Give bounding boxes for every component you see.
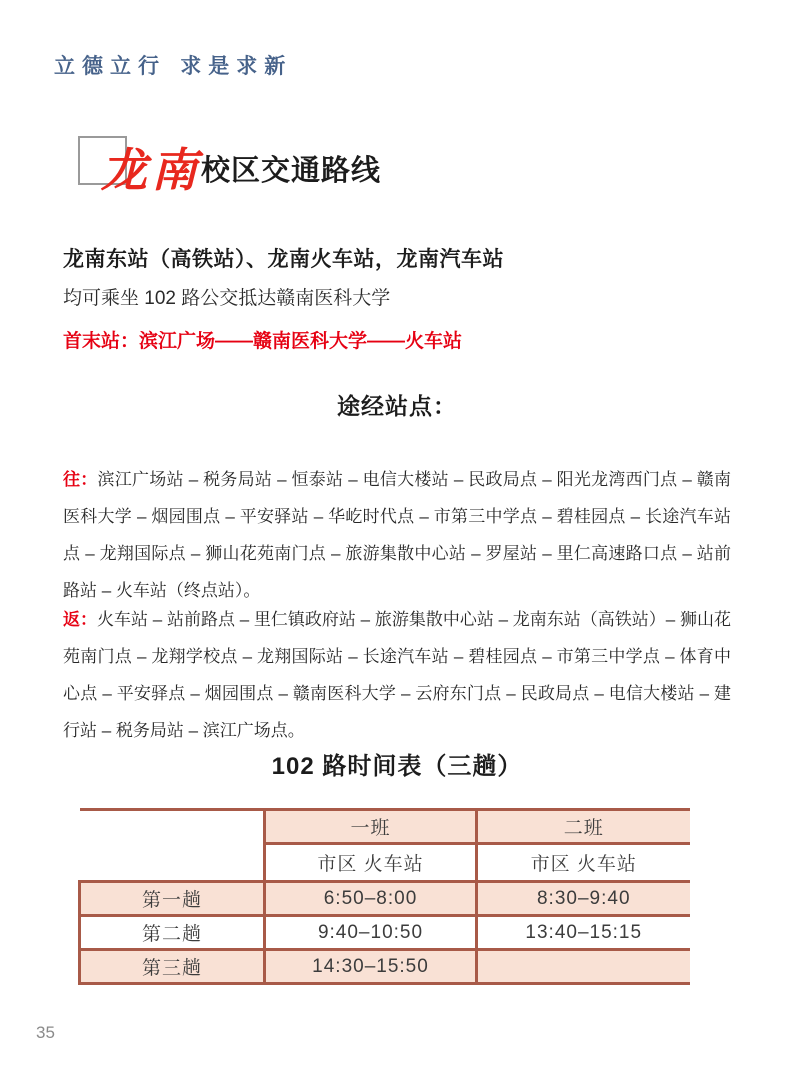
outbound-stops-paragraph (63, 461, 731, 609)
timetable-row-3 (80, 950, 690, 984)
row-time-second (477, 950, 690, 984)
title-text: 校区交通路线 (201, 155, 382, 188)
row-label: 第三趟 (80, 950, 265, 984)
stops-heading: 途经站点： (337, 393, 457, 419)
row-label: 第二趟 (80, 916, 265, 950)
terminus-line: 首末站：滨江广场——赣南医科大学——火车站 (63, 331, 463, 352)
return-stops-paragraph (63, 601, 731, 749)
timetable-header-row (80, 810, 690, 844)
outbound-stops-text: 滨江广场站 – 税务局站 – 恒泰站 – 电信大楼站 – 民政局点 – 阳光龙湾西门点 – 赣南医科大学 – 烟园围点 – 平安驿站 – 华屹时代点 – 市第三中学点 – 碧桂园点 – 长途汽车站点 – 龙翔国际点 – 狮山花苑南门点 – 旅游集散中心站 – 罗屋站 – 里仁高速路口点 – 站前路站 – 火车站（终点站）。 (63, 470, 732, 600)
timetable-subheader-first: 市区 火车站 (265, 844, 477, 882)
timetable-empty-corner-cell (80, 810, 265, 882)
return-stops-text: 火车站 – 站前路点 – 里仁镇政府站 – 旅游集散中心站 – 龙南东站（高铁站）– 狮山花苑南门点 – 龙翔学校点 – 龙翔国际站 – 长途汽车站 – 碧桂园点 – 市第三中学点 – 体育中心点 – 平安驿点 – 烟园围点 – 赣南医科大学 – 云府东门点 – 民政局点 – 电信大楼站 – 建行站 – 税务局站 – 滨江广场点。 (63, 610, 732, 740)
timetable-row-2 (80, 916, 690, 950)
row-time-second: 13:40–15:15 (477, 916, 690, 950)
row-time-second: 8:30–9:40 (477, 882, 690, 916)
timetable (78, 808, 690, 985)
timetable-row-1 (80, 882, 690, 916)
page-number: 35 (36, 1023, 55, 1042)
stations-summary-line: 龙南东站（高铁站）、龙南火车站，龙南汽车站 (63, 248, 504, 271)
page-motto: 立德立行 求是求新 (54, 53, 293, 78)
return-label: 返： (63, 610, 98, 629)
row-time-first: 6:50–8:00 (265, 882, 477, 916)
row-time-first: 9:40–10:50 (265, 916, 477, 950)
bus-note-line: 均可乘坐 102 路公交抵达赣南医科大学 (63, 288, 391, 309)
timetable-subheader-second: 市区 火车站 (477, 844, 690, 882)
outbound-label: 往： (63, 470, 98, 489)
timetable-heading: 102 路时间表（三趟） (271, 753, 523, 780)
title-campus-calligraphy: 龙南 (101, 143, 201, 197)
timetable-col-header-second: 二班 (477, 810, 690, 844)
row-label: 第一趟 (80, 882, 265, 916)
row-time-first: 14:30–15:50 (265, 950, 477, 984)
page-title (101, 143, 382, 197)
timetable-col-header-first: 一班 (265, 810, 477, 844)
